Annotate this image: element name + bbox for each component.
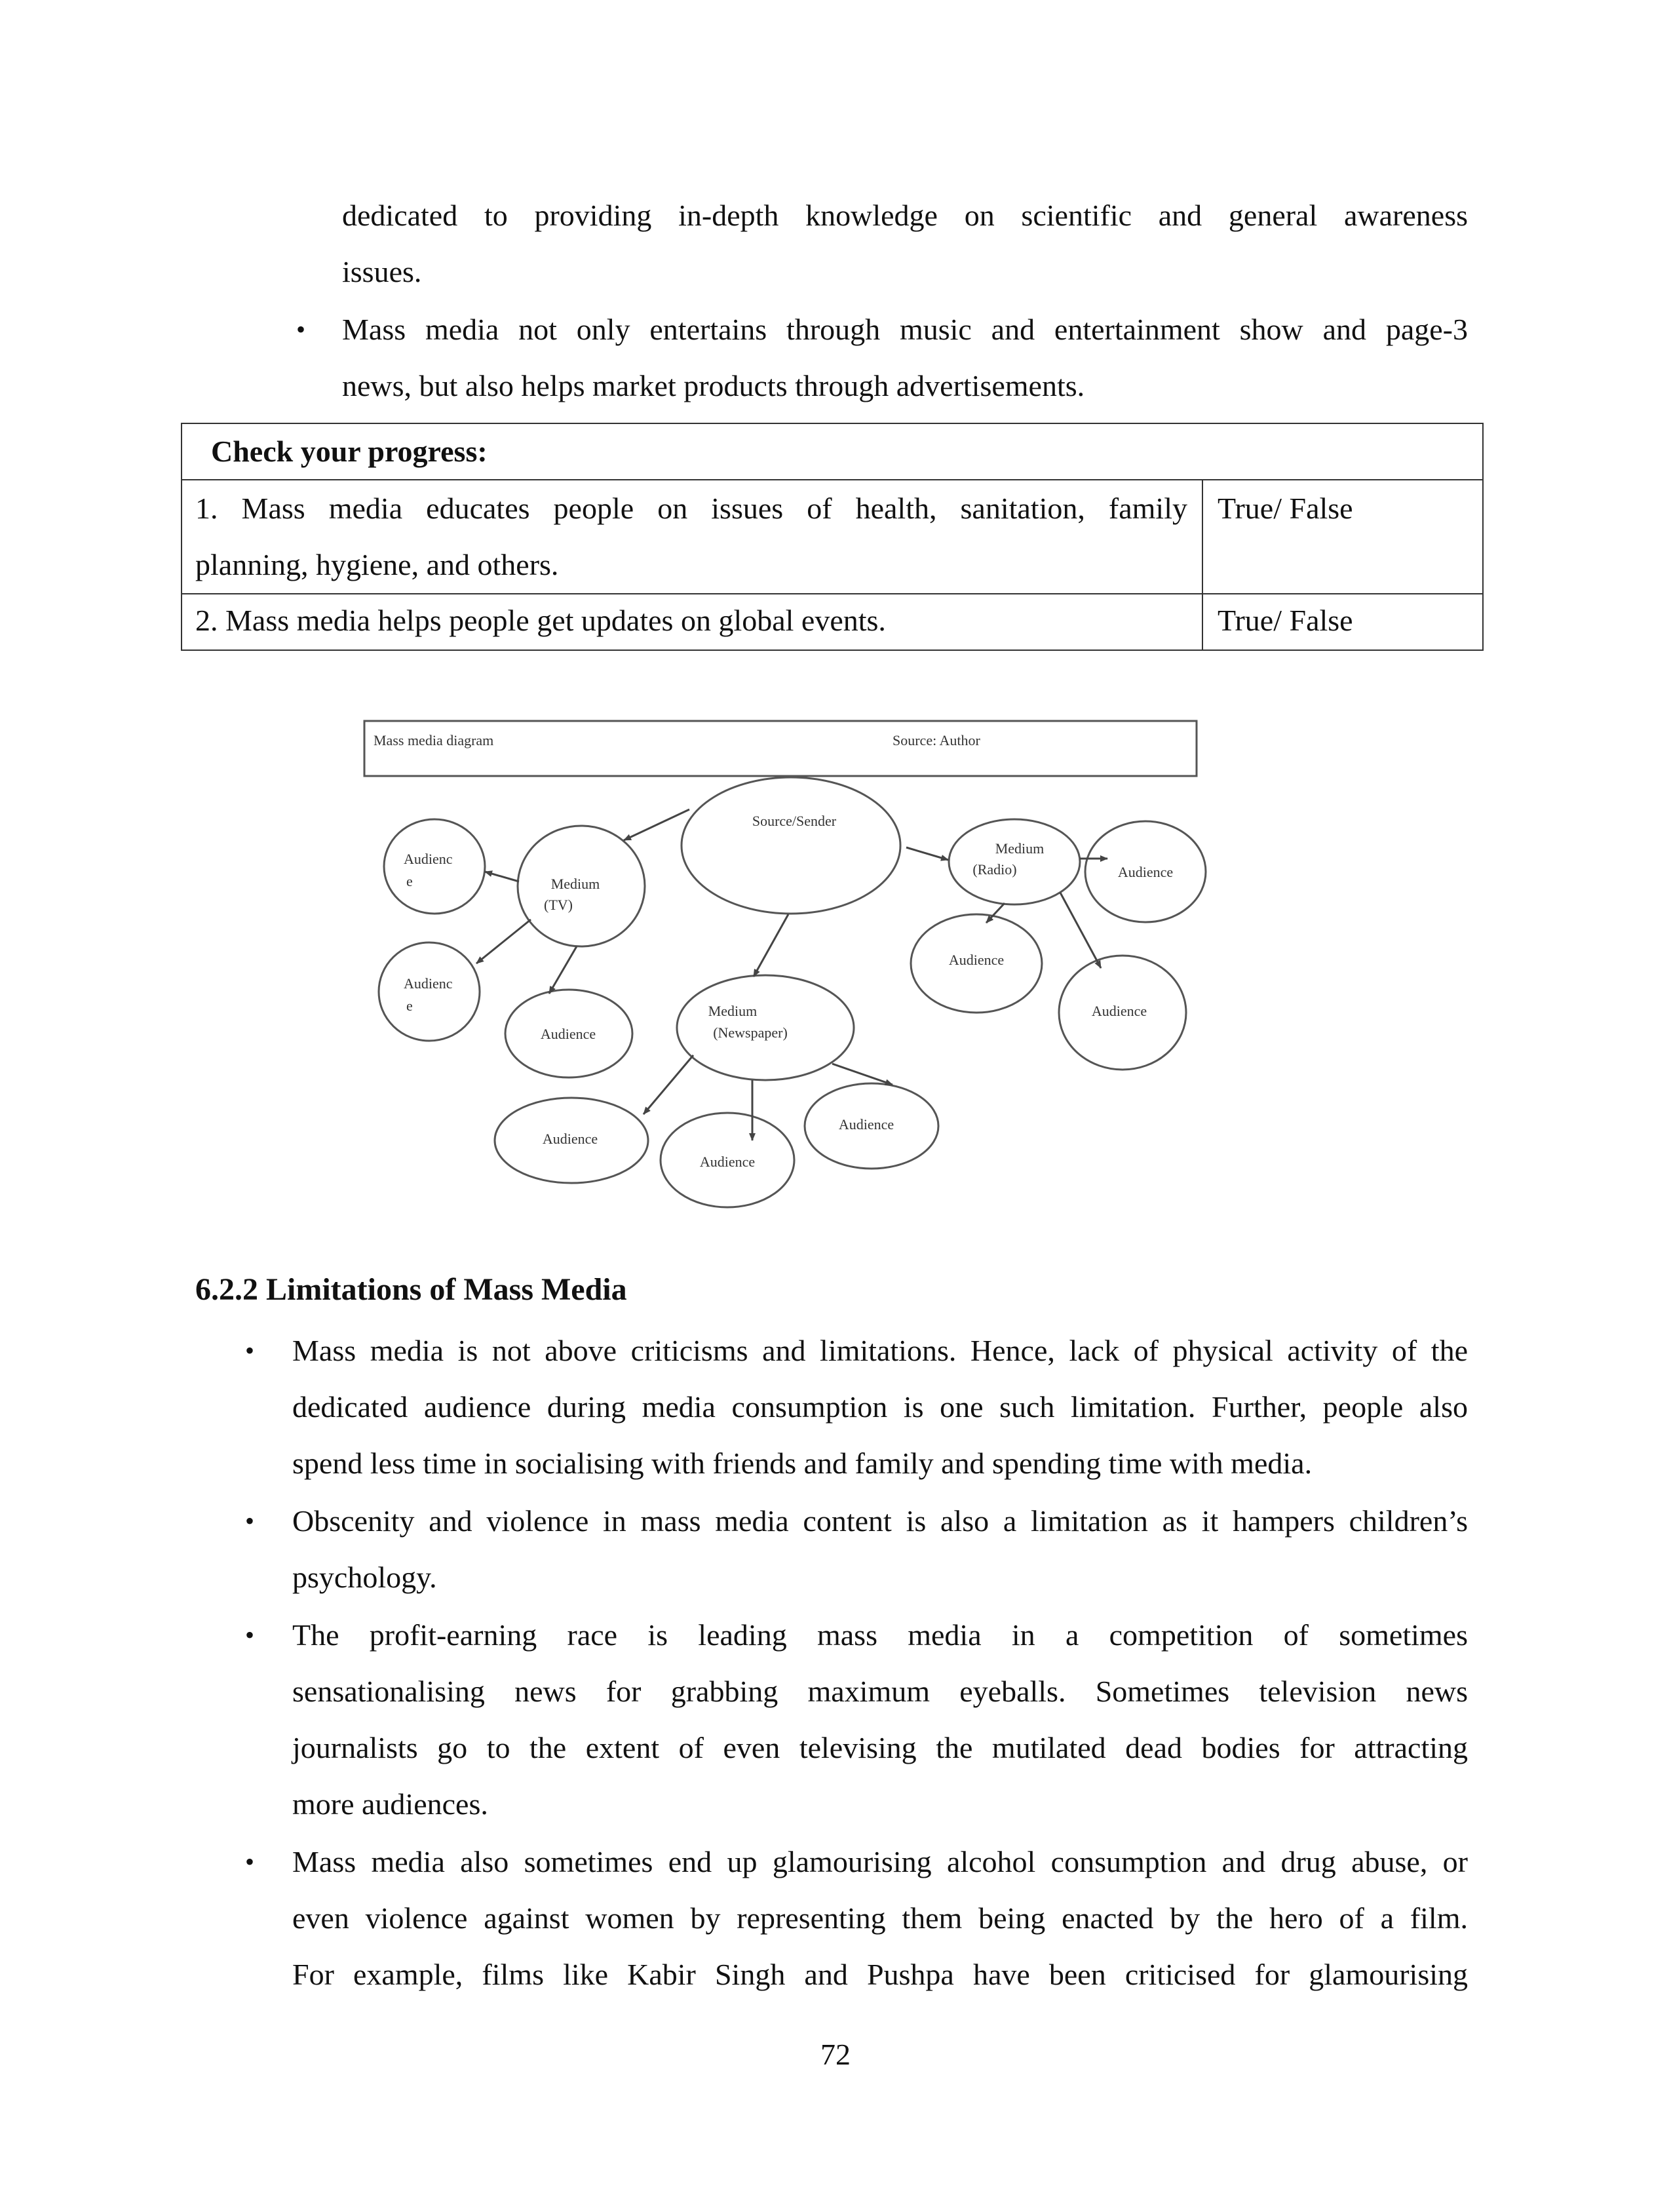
audience-label: e bbox=[406, 998, 413, 1014]
audience-label: Audience bbox=[1117, 864, 1174, 880]
audience-label: Audience bbox=[540, 1026, 596, 1042]
audience-label: Audienc bbox=[404, 851, 453, 867]
progress-header-cell bbox=[182, 423, 1483, 480]
progress-header: Check your progress: bbox=[211, 435, 488, 468]
diagram-caption-right: Source: Author bbox=[893, 732, 980, 748]
bullet-marker: • bbox=[245, 1620, 255, 1650]
arrow bbox=[549, 946, 577, 994]
tv-medium-label: Medium bbox=[550, 876, 600, 892]
bullet-marker: • bbox=[245, 1506, 255, 1536]
audience-label: e bbox=[406, 873, 413, 889]
limitation-bullet bbox=[292, 1493, 1468, 1606]
diagram-caption-box bbox=[364, 721, 1197, 776]
paragraph-line: Mass media not only entertains through music and entertainment show and page-3 bbox=[342, 313, 1468, 346]
limitation-bullet bbox=[292, 1607, 1468, 1833]
audience-label: Audience bbox=[838, 1116, 894, 1133]
audience-label: Audience bbox=[542, 1131, 598, 1147]
arrow bbox=[476, 920, 531, 963]
paragraph-line: Obscenity and violence in mass media content is also a limitation as it hampers children’s bbox=[292, 1504, 1468, 1538]
audience-label: Audience bbox=[699, 1154, 756, 1170]
question-line: 1. Mass media educates people on issues of health, sanitation, family bbox=[195, 492, 1187, 525]
mass-media-diagram bbox=[354, 711, 1232, 1209]
bullet-marker: • bbox=[245, 1847, 255, 1876]
diagram-caption-left: Mass media diagram bbox=[374, 732, 494, 748]
radio-medium-label: (Radio) bbox=[972, 861, 1017, 878]
audience-label: Audienc bbox=[404, 975, 453, 992]
newspaper-medium-label: Medium bbox=[708, 1003, 758, 1019]
paragraph-line: dedicated to providing in-depth knowledge on scientific and general awareness bbox=[342, 199, 1468, 232]
bullet-marker: • bbox=[245, 1336, 255, 1365]
paragraph-line: sensationalising news for grabbing maximum eyeballs. Sometimes television news bbox=[292, 1675, 1468, 1708]
arrow bbox=[986, 903, 1005, 923]
arrow bbox=[643, 1055, 693, 1114]
paragraph-line: journalists go to the extent of even televising the mutilated dead bodies for attracting bbox=[292, 1731, 1468, 1764]
question-line: planning, hygiene, and others. bbox=[195, 548, 559, 581]
paragraph-line: issues. bbox=[342, 255, 422, 288]
paragraph-line: spend less time in socialising with friends and family and spending time with media. bbox=[292, 1446, 1313, 1480]
arrow bbox=[754, 914, 788, 977]
paragraph-line: For example, films like Kabir Singh and Pushpa have been criticised for glamourising bbox=[292, 1958, 1468, 1991]
paragraph-line: more audiences. bbox=[292, 1787, 488, 1821]
source-node bbox=[682, 777, 900, 914]
question-cell bbox=[182, 480, 1202, 594]
radio-medium-label: Medium bbox=[995, 840, 1045, 857]
continuation-paragraph bbox=[342, 187, 1468, 300]
arrow bbox=[1060, 893, 1101, 968]
paragraph-line: Mass media is not above criticisms and limitations. Hence, lack of physical activity of the bbox=[292, 1334, 1468, 1367]
page-number: 72 bbox=[820, 2038, 851, 2071]
source-label: Source/Sender bbox=[752, 813, 837, 829]
question-cell bbox=[182, 594, 1202, 650]
bullet-marker: • bbox=[296, 315, 306, 344]
audience-label: Audience bbox=[948, 952, 1005, 968]
limitation-bullet bbox=[292, 1323, 1468, 1492]
answer-cell bbox=[1202, 594, 1483, 650]
paragraph-line: even violence against women by representing them being enacted by the hero of a film. bbox=[292, 1901, 1468, 1935]
audience-node bbox=[379, 942, 480, 1041]
arrow bbox=[485, 872, 519, 882]
progress-table bbox=[181, 423, 1484, 651]
tv-medium-label: (TV) bbox=[544, 897, 573, 913]
paragraph-line: Mass media also sometimes end up glamourising alcohol consumption and drug abuse, or bbox=[292, 1845, 1468, 1878]
paragraph-line: dedicated audience during media consumption is one such limitation. Further, people also bbox=[292, 1390, 1468, 1424]
answer-text: True/ False bbox=[1218, 492, 1353, 525]
paragraph-line: The profit-earning race is leading mass media in a competition of sometimes bbox=[292, 1618, 1468, 1652]
bullet-paragraph bbox=[342, 301, 1468, 414]
paragraph-line: news, but also helps market products through advertisements. bbox=[342, 369, 1085, 402]
arrow bbox=[832, 1064, 893, 1085]
paragraph-line: psychology. bbox=[292, 1561, 437, 1594]
arrow bbox=[906, 847, 948, 860]
arrow bbox=[624, 809, 689, 840]
answer-cell bbox=[1202, 480, 1483, 594]
audience-label: Audience bbox=[1091, 1003, 1147, 1019]
answer-text: True/ False bbox=[1218, 604, 1353, 637]
limitation-bullet bbox=[292, 1834, 1468, 2003]
question-line: 2. Mass media helps people get updates on global events. bbox=[195, 604, 886, 637]
section-heading: 6.2.2 Limitations of Mass Media bbox=[195, 1272, 627, 1307]
newspaper-medium-label: (Newspaper) bbox=[713, 1024, 788, 1041]
